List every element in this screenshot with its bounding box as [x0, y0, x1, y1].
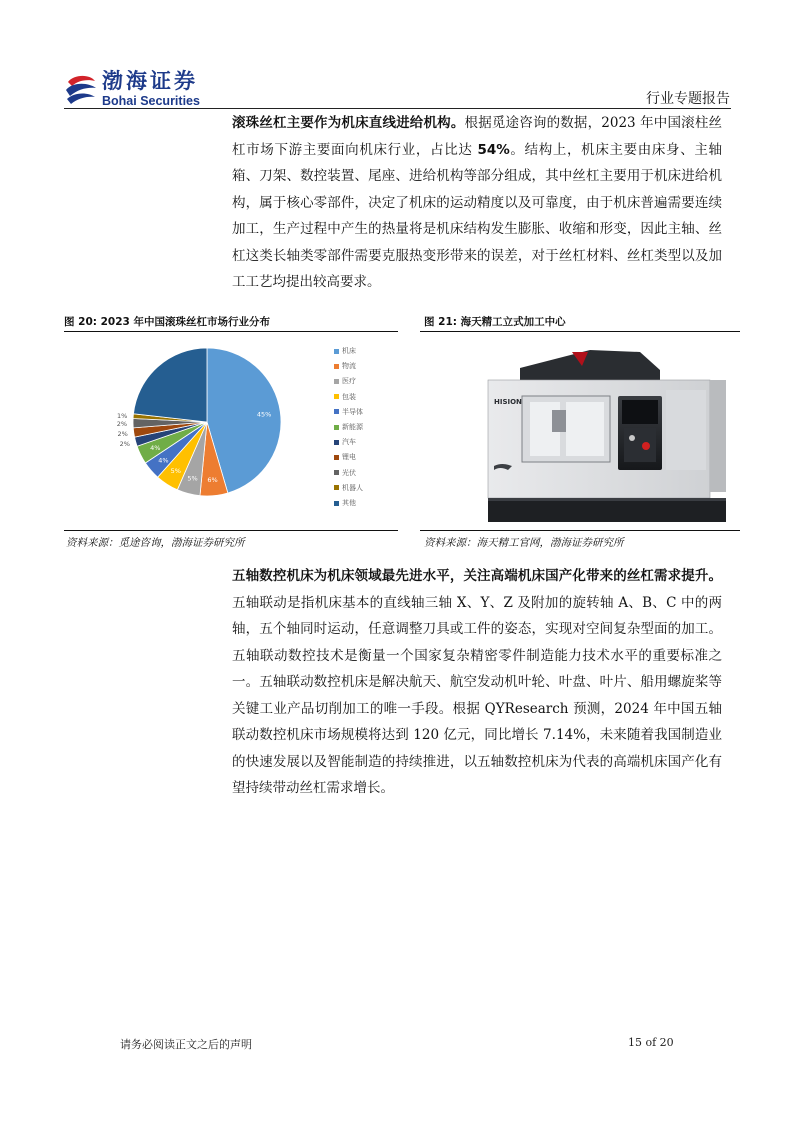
legend-label: 物流: [342, 362, 356, 371]
legend-item: [334, 436, 356, 448]
figure-21-source-rule: [420, 530, 740, 531]
pie-label-8: 2%: [117, 429, 128, 438]
legend-label: 半导体: [342, 407, 363, 416]
paragraph-lead: 滚珠丝杠主要作为机床直线进给机构。: [232, 115, 465, 131]
paragraph-text: 。结构上，机床主要由床身、主轴箱、刀架、数控装置、尾座、进给机构等部分组成，其中丝杠主要用于机床进给机构，属于核心零部件，决定了机床的运动精度以及可靠度，由于机床普遍需要连续加工，生产过程中产生的热量将是机床结构发生膨胀、收缩和形变，因此主轴、丝杠这类长轴类零部件需要克服热变形带来的误差，对于丝杠材料、丝杠类型以及加工工艺均提出较高要求。: [232, 141, 722, 290]
brand-name-cn: 渤海证券: [102, 69, 198, 93]
figure-20-rule: [64, 331, 398, 332]
legend-label: 其他: [342, 499, 356, 507]
pie-label-11: 23%: [137, 357, 153, 366]
legend-swatch: [334, 425, 339, 430]
legend-label: 汽车: [342, 438, 356, 447]
pie-label-3: 5%: [187, 474, 198, 483]
report-type: 行业专题报告: [646, 91, 730, 107]
pie-label-9: 2%: [116, 419, 128, 428]
legend-label: 锂电: [342, 453, 356, 462]
pie-label-7: 2%: [119, 439, 130, 448]
legend-label: 机床: [342, 347, 356, 355]
pie-label-2: 6%: [207, 475, 218, 484]
legend-swatch: [334, 394, 339, 399]
figure-20-caption: 图 20: 2023 年中国滚珠丝杠市场行业分布: [64, 316, 271, 328]
legend-swatch: [334, 379, 339, 384]
legend-item: [334, 345, 356, 357]
footer-disclaimer: 请务必阅读正文之后的声明: [120, 1038, 252, 1051]
paragraph-five-axis-cnc: [232, 563, 722, 802]
legend-swatch: [334, 470, 339, 475]
legend-swatch: [334, 485, 339, 490]
paragraph-lead: 五轴数控机床为机床领域最先进水平，关注高端机床国产化带来的丝杠需求提升。: [232, 568, 722, 584]
legend-item: [334, 391, 356, 403]
pie-label-5: 4%: [158, 456, 169, 465]
legend-item: [334, 467, 356, 479]
legend-item: [334, 360, 356, 372]
paragraph-ball-screw-machine-tool: [232, 110, 722, 296]
page-number: 15 of 20: [628, 1036, 674, 1049]
legend-swatch: [334, 501, 339, 506]
legend-swatch: [334, 440, 339, 445]
pie-label-1: 45%: [256, 410, 272, 419]
legend-item: [334, 451, 356, 463]
legend-label: 医疗: [342, 377, 356, 386]
paragraph-text: 五轴联动是指机床基本的直线轴三轴 X、Y、Z 及附加的旋转轴 A、B、C 中的两轴，五个轴同时运动，任意调整刀具或工件的姿态，实现对空间复杂型面的加工。五轴联动数控技术是衡量一个国家复杂精密零件制造能力技术水平的重要标准之一。五轴联动数控机床是解决航天、航空发动机叶轮、叶盘、叶片、船用螺旋桨等关键工业产品切削加工的唯一手段。根据 QYResearch 预测，2024 年中国五轴联动数控机床市场规模将达到 120 亿元，同比增长 7.14%，未来随着我国制造业的快速发展以及智能制造的持续推进，以五轴数控机床为代表的高端机床国产化有望持续带动丝杠需求增长。: [232, 594, 722, 796]
pie-label-4: 5%: [170, 467, 181, 476]
legend-item: [334, 421, 363, 433]
paragraph-text: 根据觅途咨询的数据，2023 年中国滚柱丝杠市场下游主要面向机床行业，占比达: [232, 115, 722, 158]
legend-label: 包装: [342, 392, 356, 401]
header-divider: [64, 108, 731, 109]
legend-swatch: [334, 349, 339, 354]
legend-item: [334, 497, 356, 509]
legend-item: [334, 375, 356, 387]
pie-label-6: 4%: [150, 444, 161, 453]
legend-label: 新能源: [342, 423, 363, 431]
legend-swatch: [334, 409, 339, 414]
legend-swatch: [334, 364, 339, 369]
legend-label: 机器人: [342, 483, 363, 492]
figure-21-rule: [420, 331, 740, 332]
legend-swatch: [334, 455, 339, 460]
machining-center-image: [460, 338, 740, 528]
figure-20-source-rule: [64, 530, 398, 531]
pie-label-10: 1%: [116, 412, 128, 421]
brand-logo-icon: [64, 72, 98, 106]
legend-item: [334, 406, 363, 418]
machine-brand: HISION: [494, 398, 522, 406]
legend-label: 光伏: [342, 468, 356, 477]
figure-21-source: 资料来源：海天精工官网，渤海证券研究所: [424, 537, 624, 549]
figure-20-source: 资料来源：觅途咨询，渤海证券研究所: [66, 537, 245, 549]
figure-21-caption: 图 21: 海天精工立式加工中心: [424, 316, 566, 328]
highlight-value: 54%: [477, 141, 510, 158]
brand-name-en: Bohai Securities: [102, 94, 200, 108]
legend-item: [334, 482, 363, 494]
